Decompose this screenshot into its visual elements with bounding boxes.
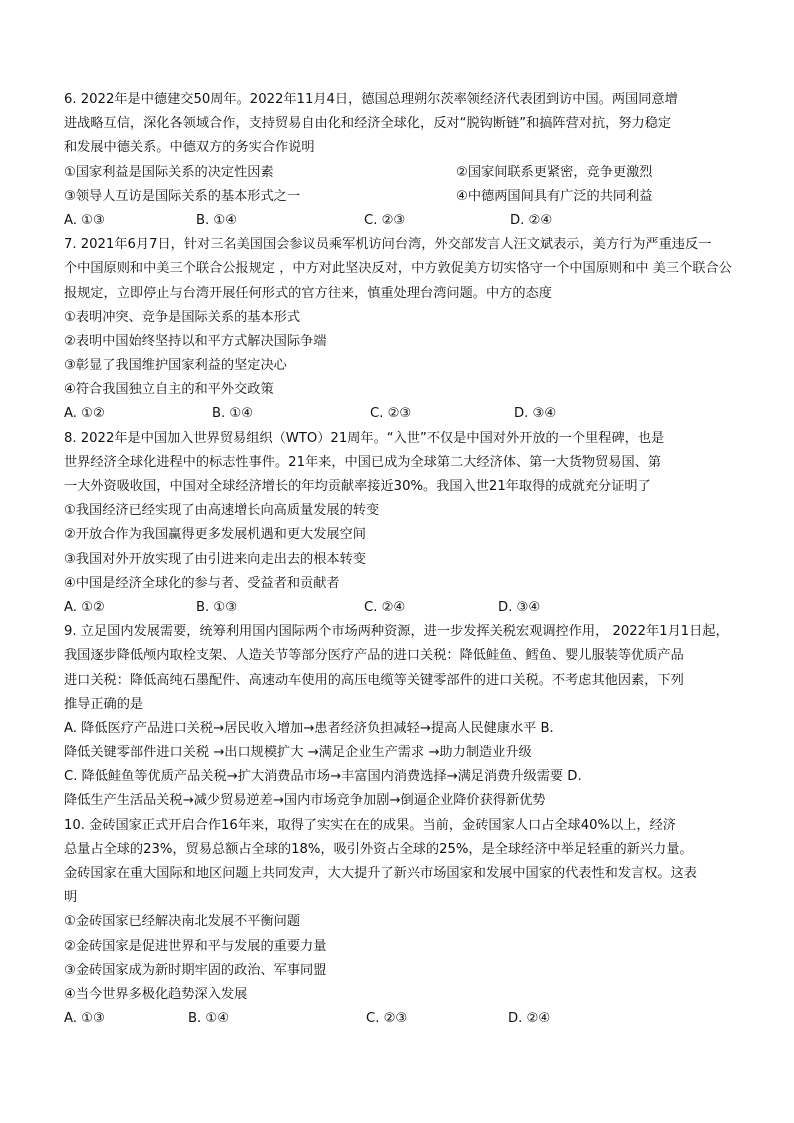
choice-a: A. ①③ [64,1011,105,1027]
option-row [64,161,734,185]
question-10 [64,814,734,1032]
answer-choices [64,596,734,620]
choice-c: C. ②④ [364,599,406,615]
question-stem-line: 个中国原则和中美三个联合公报规定 ，中方对此坚决反对，中方敦促美方切实恪守一个中国原则和中 美三个联合公 [64,261,732,277]
question-stem-line: 推导正确的是 [64,696,144,712]
option-item: ①金砖国家已经解决南北发展不平衡问题 [64,914,301,930]
question-stem-line: 一大外资吸收国，中国对全球经济增长的年均贡献率接近30%。我国入世21年取得的成就充分证明了 [64,479,651,494]
option-item: ②金砖国家是促进世界和平与发展的重要力量 [64,938,327,954]
choice-c: C. ②③ [364,212,406,228]
question-stem-line: 7. 2021年6月7日，针对三名美国国会参议员乘军机访问台湾，外交部发言人汪文斌表示，美方行为严重违反一 [64,237,712,253]
question-stem-line: 10. 金砖国家正式开启合作16年来，取得了实实在在的成果。当前，金砖国家人口占全球40%以上，经济 [64,817,676,833]
option-item: ③金砖国家成为新时期牢固的政治、军事同盟 [64,962,327,978]
choice-c: C. ②③ [366,1011,408,1027]
choice-d: D. ③④ [498,599,541,615]
option-item: ②开放合作为我国赢得更多发展机遇和更大发展空间 [64,527,366,543]
choice-a: A. ①② [64,406,105,422]
choice-d: D. ③④ [514,406,557,422]
question-8 [64,427,734,621]
question-stem-line: 金砖国家在重大国际和地区问题上共同发声，大大提升了新兴市场国家和发展中国家的代表性和发言权。这表 [64,866,697,881]
choice-d: D. ②④ [510,212,553,228]
option-item: ④中国是经济全球化的参与者、受益者和贡献者 [64,575,340,591]
choice-b: B. ①④ [212,406,254,422]
option-item: ④中德两国间具有广泛的共同利益 [456,188,653,204]
question-stem-line: 8. 2022年是中国加入世界贸易组织（WTO）21周年。“入世”不仅是中国对外开放的一个里程碑，也是 [64,430,665,446]
option-item: ①我国经济已经实现了由高速增长向高质量发展的转变 [64,503,380,519]
question-6 [64,88,734,233]
option-item: ③我国对外开放实现了由引进来向走出去的根本转变 [64,551,366,567]
exam-page [64,88,734,1031]
choice-a: A. ①③ [64,212,105,228]
option-item: ②国家间联系更紧密，竞争更激烈 [456,164,653,180]
question-stem-line: 和发展中德关系。中德双方的务实合作说明 [64,140,315,156]
option-line: A. 降低医疗产品进口关税→居民收入增加→患者经济负担减轻→提高人民健康水平 B. [64,720,554,736]
question-stem-line: 进战略互信，深化各领域合作，支持贸易自由化和经济全球化，反对“脱钩断链”和搞阵营对抗，努力稳定 [64,116,672,132]
choice-d: D. ②④ [508,1011,551,1027]
option-item: ④符合我国独立自主的和平外交政策 [64,382,274,398]
question-stem-line: 报规定，立即停止与台湾开展任何形式的官方往来，慎重处理台湾问题。中方的态度 [64,285,552,301]
question-stem-line: 总量占全球的23%，贸易总额占全球的18%，吸引外资占全球的25%，是全球经济中举足轻重的新兴力量。 [64,841,693,857]
question-stem-line: 6. 2022年是中德建交50周年。2022年11月4日，德国总理朔尔茨率领经济代表团到访中国。两国同意增 [64,92,678,107]
question-stem-line: 我国逐步降低颅内取栓支架、人造关节等部分医疗产品的进口关税：降低鲑鱼、鳕鱼、婴儿服装等优质产品 [64,648,684,664]
choice-b: B. ①④ [188,1011,230,1027]
option-line: C. 降低鲑鱼等优质产品关税→扩大消费品市场→丰富国内消费选择→满足消费升级需要 D. [64,769,582,785]
option-item: ③领导人互访是国际关系的基本形式之一 [64,188,301,204]
choice-a: A. ①② [64,599,105,615]
question-stem-line: 明 [64,890,78,906]
question-stem-line: 世界经济全球化进程中的标志性事件。21年来，中国已成为全球第二大经济体、第一大货物贸易国、第 [64,454,662,470]
question-9 [64,620,734,814]
option-row [64,185,734,209]
question-stem-line: 9. 立足国内发展需要，统筹利用国内国际两个市场两种资源，进一步发挥关税宏观调控作用， 2022年1月1日起， [64,624,729,640]
choice-c: C. ②③ [370,406,412,422]
option-item: ②表明中国始终坚持以和平方式解决国际争端 [64,333,327,349]
option-item: ④当今世界多极化趋势深入发展 [64,986,248,1002]
option-item: ①表明冲突、竞争是国际关系的基本形式 [64,309,301,325]
answer-choices [64,1007,734,1031]
answer-choices [64,209,734,233]
option-item: ①国家利益是国际关系的决定性因素 [64,164,274,180]
option-line: 降低生产生活品关税→减少贸易逆差→国内市场竞争加剧→倒逼企业降价获得新优势 [64,793,546,809]
option-item: ③彰显了我国维护国家利益的坚定决心 [64,358,287,374]
answer-choices [64,402,734,426]
choice-b: B. ①③ [196,599,238,615]
question-stem-line: 进口关税：降低高纯石墨配件、高速动车使用的高压电缆等关键零部件的进口关税。不考虑其他因素，下列 [64,672,684,688]
option-line: 降低关键零部件进口关税 →出口规模扩大 →满足企业生产需求 →助力制造业升级 [64,745,532,761]
question-7 [64,233,734,427]
choice-b: B. ①④ [196,212,238,228]
